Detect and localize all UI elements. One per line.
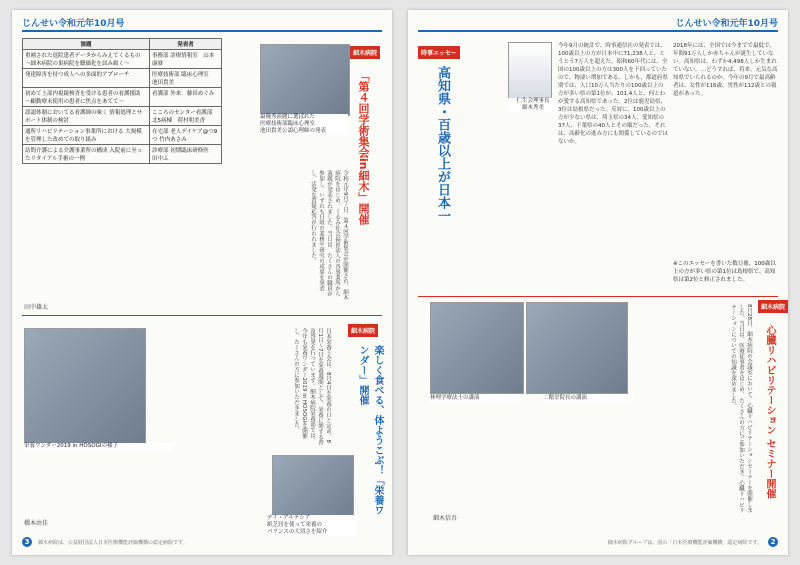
table-row (23, 145, 222, 164)
rehab-photo-2-caption: 二階堂院長の講演 (543, 395, 633, 402)
table-cell: こころのセンター看護部 北5病棟 荷村明美香 (149, 107, 221, 126)
page-number-right: 2 (768, 537, 778, 547)
food-photo-1 (24, 328, 146, 445)
food-body: 日本栄養士会は、8月4日を栄養の日と定め、8月1日～7日を栄養週間として、栄養に関する普及啓発を行っています。細木病院栄養部では、今年も栄養ワンダー2019 in HOSOGIを開催し、たくさんの方に参加いただきました。 (293, 328, 331, 445)
rehab-author: 細木信吾 (433, 515, 458, 522)
essay-title: 高知県・百歳以上が日本一 (435, 66, 450, 222)
right-footer-text: 細木病院グループは、国の「日本医療機能評価機構」認定病院です。 (607, 539, 762, 546)
table-cell: 医療技術部 臨床心理室 池田貴美 (149, 69, 221, 88)
essay-tag: 時事エッセー (418, 46, 460, 59)
essay-body: 今年9月の統計で、時事通信社の発表では、100歳以上の方が日本中に71,238人と、とうとう7万人を超えた。昭和60年代には、全国の100歳以上の方は300人を下回っていたので、物凄い増加である。しかも、都道府県別では、人口10万人当たりの100歳以上の方が多い県の第1位が、101.4人と、何とわが愛する高知県であった。2位は鹿児島県、3位は島根県だった。反対に、100歳以上の方が少ない県は、埼玉県の34人、愛知県の37人、千葉県の40人とその順だった。それは、高齢化の進み方にも関係しているのではないか。 (558, 43, 668, 145)
table-header-title: 演題 (23, 39, 150, 50)
food-tag: 細木病院 (348, 324, 378, 337)
meeting-body: 令和元年9月７日、第４回学術集会が開催され、細木病院をはじめ、くるみ社会福祉法人の各事業所から演題が発表されました。当日は、たくさんの職員が参加し、いずれも日頃の業務や研究の成果を発表し、活発な質疑応答が行われました。 (310, 170, 348, 300)
left-footer-text: 細木病院は、公益財団法人日本医療機能評価機構の認定病院です。 (38, 539, 188, 546)
table-cell: 診療部 初期臨床研修医 田中ふ (149, 145, 221, 164)
rehab-photo-2 (526, 302, 628, 394)
right-header: じんせい令和元年10月号 (418, 16, 778, 32)
rehab-photo-1 (430, 302, 524, 394)
portrait-caption: 仁生会理事長 細木秀美 (508, 98, 558, 112)
rehab-tag: 細木病院 (758, 300, 788, 313)
table-cell: 事務部 診療情報室 山本康寮 (149, 50, 221, 69)
table-row (23, 107, 222, 126)
meeting-photo (260, 44, 350, 116)
table-cell: 通所リハビリテーション事業所における 大規模を管理した改めての取り組み (23, 126, 150, 145)
table-cell: 在宅部 老人デイケア@つ9つ 竹内あさみ (149, 126, 221, 145)
rehab-photo-1-caption: 林理学療法士の講演 (430, 395, 520, 402)
right-page (408, 10, 788, 555)
right-footer (608, 535, 778, 549)
presentation-table (22, 38, 222, 164)
meeting-photo-caption: 最優秀演題に選ばれた 医療技術部臨床心理室 池田貴美公認心理師の発表 (260, 114, 348, 135)
table-cell: 認認体制においてる看護師の味く 情報処理とサポート体制の検討 (23, 107, 150, 126)
table-row (23, 50, 222, 69)
meeting-author: 田中雄太 (24, 304, 49, 311)
essay-note: ※このエッセーを書いた数日後、100歳以上の方が多い県の第1位は島根県で、高知県は第2位と修正されました。 (673, 261, 776, 283)
rehab-body: 8月28日、細木病院の会議室において、心臓リハビリテーションセミナーを開催しました。当日は、医療従事者をはじめ、たくさんの方にご参加いただき、心臓リハビリテーションについての知識を深めました。 (730, 304, 752, 513)
food-photo-1-caption: 栄養ワンダー2019 in HOSOGIの様子 (24, 443, 174, 450)
table-cell: 初めて上部内視鏡検査を受ける患者の看護援助 ～顧動療未使用の患者に焦点をあてて～ (23, 88, 150, 107)
meeting-tag: 細木病院 (350, 46, 380, 59)
section-divider (22, 315, 382, 316)
table-cell: 看護部 外来 藤田めぐみ (149, 88, 221, 107)
table-cell: 訪問介護による介護事業所の構成 入院前に至ったリタイアル手術の一例 (23, 145, 150, 164)
table-row (23, 88, 222, 107)
portrait-photo (508, 42, 552, 99)
food-title: 楽しく食べる、体ようこぶ！「栄養ワンダー」開催 (357, 345, 383, 515)
left-header: じんせい令和元年10月号 (22, 16, 382, 32)
page-number-left: 3 (22, 537, 32, 547)
table-cell: 重補された退院患者データからみえてくるもの ～細木病院の果病院を聴価化を試み級く～ (23, 50, 150, 69)
essay-body-2: 2018年には、全国では今までで最低で、年間91万人しか赤ちゃんが誕生していない。高知県は、わずか4,498人しか生まれていない。…どうすれば、将来、元気な高知県でいられるのか。今年の9月で最高齢者は、女性が116歳、男性が112歳との報道があった。 (673, 43, 778, 97)
left-footer (22, 535, 188, 549)
food-author: 橋本由佳 (24, 520, 49, 527)
table-row (23, 126, 222, 145)
meeting-title: 「第４回学術集会in細木」開催 (357, 70, 370, 225)
food-photo-2 (272, 455, 354, 522)
table-header-presenter: 発表者 (149, 39, 221, 50)
left-page (12, 10, 392, 555)
section-divider (418, 296, 778, 297)
food-photo-2-caption: デイ・アルテシア 紙芝居を使って栄養の バランスの大切さを紹介 (267, 515, 357, 536)
table-cell: 発達障害を持つ成人への多面的アプローチ (23, 69, 150, 88)
rehab-title: 心臓リハビリテーション セミナー開催 (764, 325, 775, 499)
table-row (23, 69, 222, 88)
